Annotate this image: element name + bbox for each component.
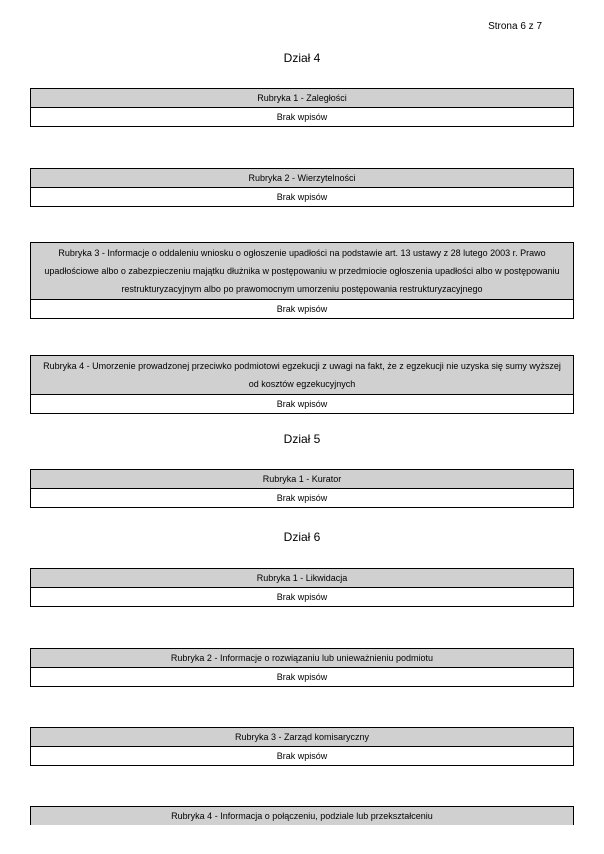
rubric-body: Brak wpisów bbox=[276, 672, 328, 682]
rubric-d4-3 bbox=[30, 242, 574, 319]
rubric-body: Brak wpisów bbox=[276, 751, 328, 761]
rubric-header: Rubryka 3 - Informacje o oddaleniu wniosku o ogłoszenie upadłości na podstawie art. 13 ustawy z 28 lutego 2003 r. Prawo upadłościowe albo o zabezpieczeniu majątku dłużnika w postępowaniu w przedmiocie ogłoszenia upadłości albo w postępowaniu restrukturyzacyjnym albo po prawomocnym umorzeniu postępowania restrukturyzacyjnego bbox=[31, 243, 573, 300]
rubric-d4-4 bbox=[30, 355, 574, 414]
section-title-dzial-6: Dział 6 bbox=[283, 530, 321, 544]
rubric-d4-2 bbox=[30, 168, 574, 207]
rubric-body: Brak wpisów bbox=[276, 399, 328, 409]
rubric-header: Rubryka 1 - Likwidacja bbox=[31, 569, 573, 588]
rubric-d6-1 bbox=[30, 568, 574, 607]
rubric-d6-4 bbox=[30, 806, 574, 825]
rubric-d4-1 bbox=[30, 88, 574, 127]
rubric-d6-3 bbox=[30, 727, 574, 766]
rubric-header: Rubryka 4 - Umorzenie prowadzonej przeciwko podmiotowi egzekucji z uwagi na fakt, że z egzekucji nie uzyska się sumy wyższej od kosztów egzekucyjnych bbox=[31, 356, 573, 395]
section-title-dzial-5: Dział 5 bbox=[283, 432, 321, 446]
rubric-header: Rubryka 1 - Zaległości bbox=[31, 89, 573, 108]
rubric-d5-1 bbox=[30, 469, 574, 508]
section-title-dzial-4: Dział 4 bbox=[283, 51, 321, 65]
rubric-header: Rubryka 3 - Zarząd komisaryczny bbox=[31, 728, 573, 747]
page-number: Strona 6 z 7 bbox=[488, 21, 542, 32]
rubric-body: Brak wpisów bbox=[276, 192, 328, 202]
rubric-body: Brak wpisów bbox=[276, 592, 328, 602]
rubric-body: Brak wpisów bbox=[276, 304, 328, 314]
rubric-header: Rubryka 2 - Wierzytelności bbox=[31, 169, 573, 188]
rubric-body: Brak wpisów bbox=[276, 493, 328, 503]
rubric-header: Rubryka 4 - Informacja o połączeniu, podziale lub przekształceniu bbox=[31, 807, 573, 825]
rubric-header: Rubryka 1 - Kurator bbox=[31, 470, 573, 489]
rubric-body: Brak wpisów bbox=[276, 112, 328, 122]
rubric-d6-2 bbox=[30, 648, 574, 687]
rubric-header: Rubryka 2 - Informacje o rozwiązaniu lub unieważnieniu podmiotu bbox=[31, 649, 573, 668]
